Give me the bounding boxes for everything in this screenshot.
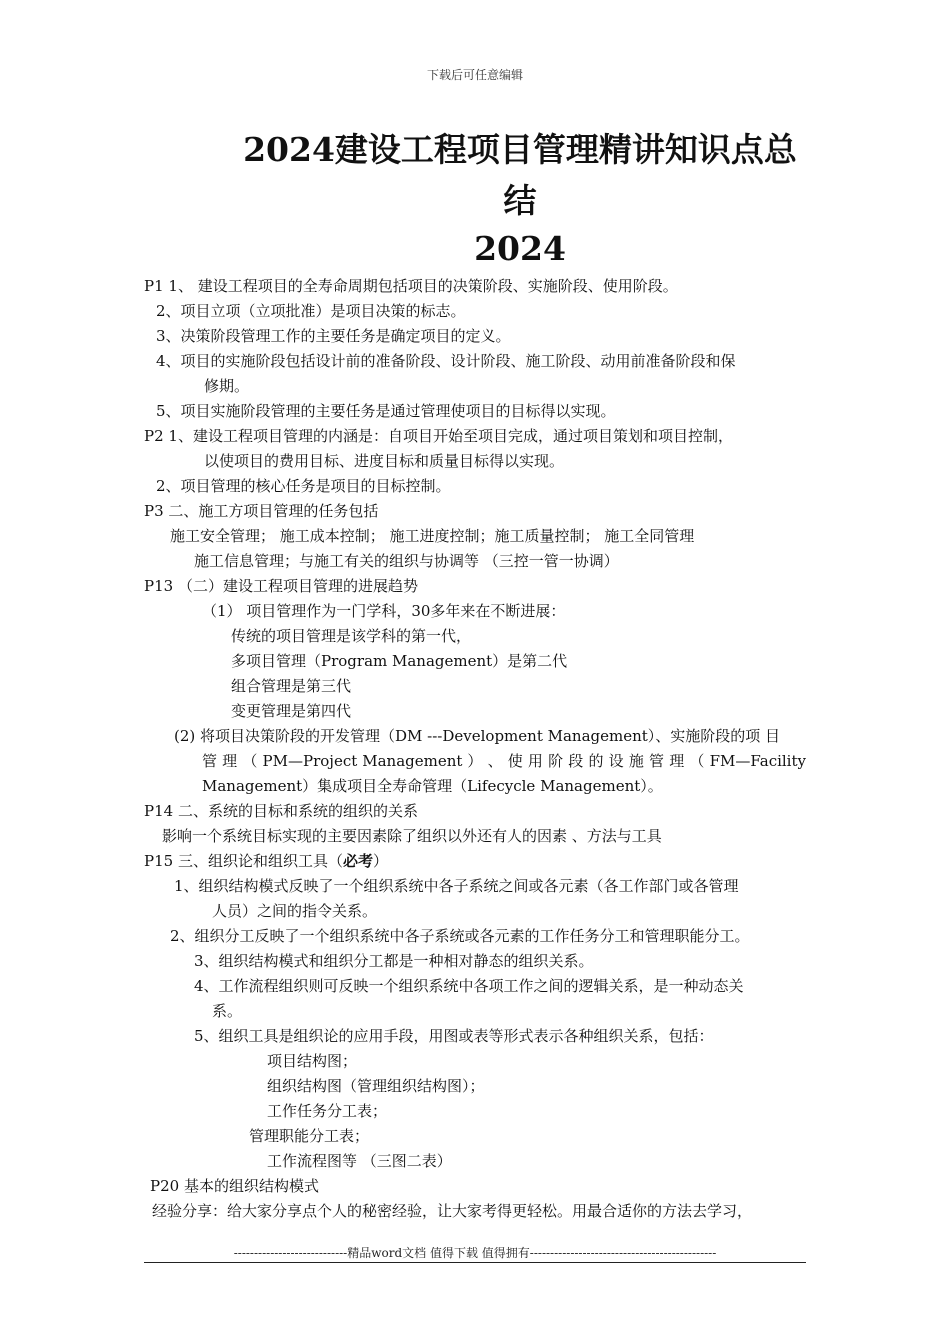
text-line: 传统的项目管理是该学科的第一代， xyxy=(231,627,472,645)
text-line: P13 （二）建设工程项目管理的进展趋势 xyxy=(144,577,418,595)
text-line: 4、工作流程组织则可反映一个组织系统中各项工作之间的逻辑关系，是一种动态关 xyxy=(194,977,744,995)
text-line: P2 1、建设工程项目管理的内涵是：自项目开始至项目完成，通过项目策划和项目控制， xyxy=(144,427,733,445)
text-line: 3、组织结构模式和组织分工都是一种相对静态的组织关系。 xyxy=(194,952,594,970)
document-title-line-1: 2024建设工程项目管理精讲知识点总 xyxy=(243,130,797,169)
text-line: Management）集成项目全寿命管理（Lifecycle Management）。 xyxy=(202,777,663,795)
text-line: 人员）之间的指令关系。 xyxy=(212,902,378,920)
footer-note: ----------------------------精品word文档 值得下载 值得拥有---------------------------------------------- xyxy=(233,1246,717,1260)
must-test-emphasis: 必考 xyxy=(342,852,373,870)
text-line: 5、组织工具是组织论的应用手段，用图或表等形式表示各种组织关系，包括： xyxy=(194,1027,714,1045)
text-line: 5、项目实施阶段管理的主要任务是通过管理使项目的目标得以实现。 xyxy=(156,402,616,420)
text-line: 影响一个系统目标实现的主要因素除了组织以外还有人的因素 、方法与工具 xyxy=(162,827,662,845)
text-line: 施工安全管理； 施工成本控制； 施工进度控制；施工质量控制； 施工全同管理 xyxy=(170,527,695,545)
text-line: P14 二、系统的目标和系统的组织的关系 xyxy=(144,802,418,820)
text-line: 2、组织分工反映了一个组织系统中各子系统或各元素的工作任务分工和管理职能分工。 xyxy=(170,927,750,945)
footer-divider xyxy=(144,1262,806,1263)
text-line: 3、决策阶段管理工作的主要任务是确定项目的定义。 xyxy=(156,327,511,345)
text-line: 管理职能分工表； xyxy=(249,1127,370,1145)
text-line: 经验分享：给大家分享点个人的秘密经验，让大家考得更轻松。用最合适你的方法去学习， xyxy=(152,1202,753,1220)
text-line: (2) 将项目决策阶段的开发管理（DM ---Development Management）、实施阶段的项 目 xyxy=(174,727,781,745)
text-line: （1） 项目管理作为一门学科，30多年来在不断进展： xyxy=(202,602,566,620)
text-line: 工作任务分工表； xyxy=(267,1102,388,1120)
closing-paren: ） xyxy=(372,852,388,870)
text-line: 2、项目立项（立项批准）是项目决策的标志。 xyxy=(156,302,466,320)
text-line: 施工信息管理；与施工有关的组织与协调等 （三控一管一协调） xyxy=(194,552,619,570)
text-line: P1 1、 建设工程项目的全寿命周期包括项目的决策阶段、实施阶段、使用阶段。 xyxy=(144,277,678,295)
text-line: P20 基本的组织结构模式 xyxy=(150,1177,319,1195)
text-line: 系。 xyxy=(212,1002,243,1020)
text-line: 管 理 （ PM—Project Management ） 、 使 用 阶 段 的 设 施 管 理 （ FM—Facility xyxy=(202,752,806,770)
text-line: 变更管理是第四代 xyxy=(231,702,352,720)
text-line: 组合管理是第三代 xyxy=(231,677,352,695)
text-line: 多项目管理（Program Management）是第二代 xyxy=(231,652,568,670)
text-line: 1、组织结构模式反映了一个组织系统中各子系统之间或各元素（各工作部门或各管理 xyxy=(174,877,739,895)
text-line: 组织结构图（管理组织结构图）； xyxy=(267,1077,485,1095)
text-line: 项目结构图； xyxy=(267,1052,358,1070)
text-line: P3 二、施工方项目管理的任务包括 xyxy=(144,502,379,520)
section-heading-text: P15 三、组织论和组织工具（ xyxy=(144,852,343,870)
text-line: 4、项目的实施阶段包括设计前的准备阶段、设计阶段、施工阶段、动用前准备阶段和保 xyxy=(156,352,736,370)
text-line: 工作流程图等 （三图二表） xyxy=(267,1152,452,1170)
text-line: 修期。 xyxy=(204,377,250,395)
text-line: 以使项目的费用目标、进度目标和质量目标得以实现。 xyxy=(204,452,565,470)
document-title-line-2: 结 xyxy=(503,181,537,220)
text-line xyxy=(144,851,388,871)
text-line: 2、项目管理的核心任务是项目的目标控制。 xyxy=(156,477,451,495)
header-note: 下载后可任意编辑 xyxy=(426,68,523,82)
document-title-year: 2024 xyxy=(474,229,566,268)
